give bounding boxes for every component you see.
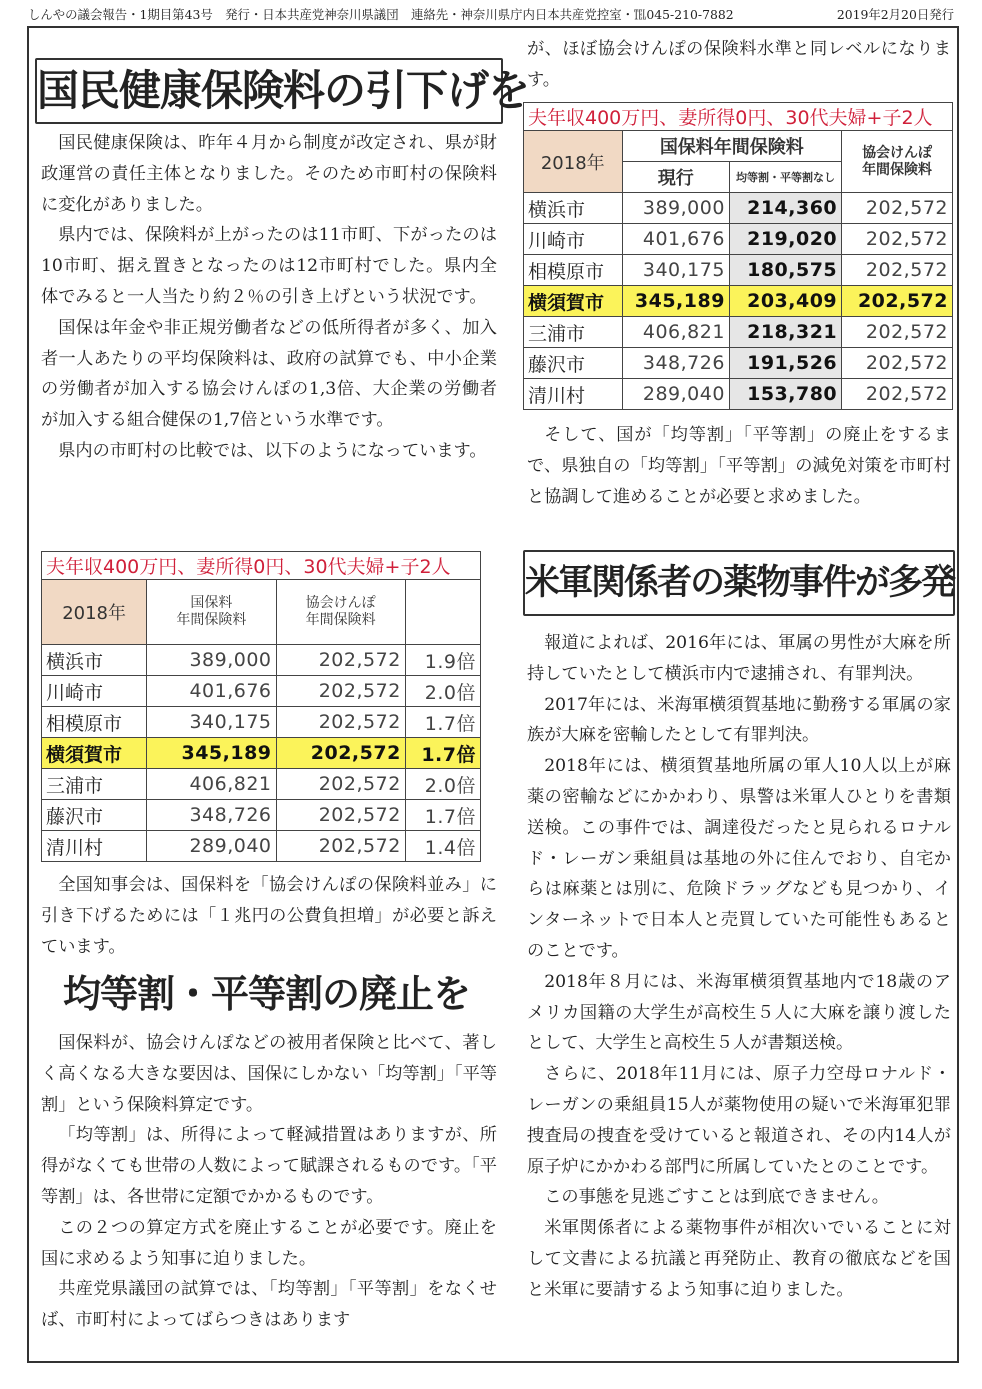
cell-kyokai: 202,572 — [276, 800, 405, 831]
cell-none: 214,360 — [729, 193, 841, 224]
cell-city: 藤沢市 — [42, 800, 147, 831]
paragraph: この２つの算定方式を廃止することが必要です。廃止を国に求めるよう知事に迫りました。 — [41, 1217, 497, 1269]
headline-drug-incidents — [523, 550, 955, 616]
abolish-text — [41, 1028, 497, 1336]
cell-kyokai: 202,572 — [842, 255, 953, 286]
table-year: 2018年 — [524, 131, 623, 193]
cell-kokuho: 345,189 — [147, 738, 276, 769]
paragraph: 全国知事会は、国保料を「協会けんぽの保険料並み」に引き下げるためには「１兆円の公費負担増」が必要と訴えています。 — [41, 875, 497, 957]
cell-kyokai: 202,572 — [276, 676, 405, 707]
table-row — [42, 676, 481, 707]
cell-ratio: 1.9倍 — [405, 645, 480, 676]
cell-city: 横浜市 — [524, 193, 623, 224]
cell-city: 川崎市 — [42, 676, 147, 707]
cell-kyokai: 202,572 — [276, 831, 405, 862]
table-row — [524, 224, 953, 255]
col-header-line: 協会けんぽ — [305, 595, 376, 611]
newsletter-frame — [27, 26, 959, 1363]
cell-ratio: 1.4倍 — [405, 831, 480, 862]
table-row-highlight — [42, 738, 481, 769]
cell-kokuho: 401,676 — [147, 676, 276, 707]
cell-city: 清川村 — [524, 379, 623, 410]
cell-current: 289,040 — [622, 379, 729, 410]
left-column — [33, 28, 530, 1361]
col-header-kokuho — [147, 580, 276, 645]
cell-city: 藤沢市 — [524, 348, 623, 379]
cell-city: 三浦市 — [524, 317, 623, 348]
cell-ratio: 2.0倍 — [405, 769, 480, 800]
intro-text — [41, 128, 497, 467]
col-header-ratio — [405, 580, 480, 645]
paragraph: 報道によれば、2016年には、軍属の男性が大麻を所持していたとして横浜市内で逮捕され、有罪判決。 — [527, 633, 951, 684]
table-row — [524, 317, 953, 348]
paragraph: この事態を見逃ごすことは到底できません。 — [544, 1187, 889, 1208]
cell-kyokai: 202,572 — [276, 645, 405, 676]
headline-abolish — [63, 968, 470, 1020]
headline-drug-incidents-text: 米軍関係者の薬物事件が多発 — [525, 563, 955, 603]
cell-city: 横浜市 — [42, 645, 147, 676]
table-condition: 夫年収400万円、妻所得0円、30代夫婦+子2人 — [42, 552, 481, 580]
headline-premium-reduction-text: 国民健康保険料の引下げを — [37, 66, 530, 115]
col-header-line: 年間保険料 — [305, 612, 376, 628]
col-header-kyokai — [842, 131, 953, 193]
cell-none: 219,020 — [729, 224, 841, 255]
table-year: 2018年 — [42, 580, 147, 645]
cell-kyokai: 202,572 — [842, 348, 953, 379]
cell-kokuho: 389,000 — [147, 645, 276, 676]
col-header-line: 年間保険料 — [176, 612, 247, 628]
cell-kyokai: 202,572 — [842, 224, 953, 255]
col-header-kyokai — [276, 580, 405, 645]
paragraph: 国保料が、協会けんぽなどの被用者保険と比べて、著しく高くなる大きな要因は、国保にしかない「均等割」「平等割」という保険料算定です。 — [41, 1033, 497, 1115]
paragraph: 国保は年金や非正規労働者などの低所得者が多く、加入者一人あたりの平均保険料は、政府の試算でも、中小企業の労働者が加入する協会けんぽの1,3倍、大企業の労働者が加入する組合健保の1,7倍という水準です。 — [41, 317, 497, 431]
paragraph: 「均等割」は、所得によって軽減措置はありますが、所得がなくても世帯の人数によって賦課されるものです。「平等割」は、各世帯に定額でかかるものです。 — [41, 1125, 497, 1207]
cell-kyokai: 202,572 — [276, 769, 405, 800]
right-column — [517, 28, 955, 1361]
cell-current: 348,726 — [622, 348, 729, 379]
cell-city: 清川村 — [42, 831, 147, 862]
cell-current: 340,175 — [622, 255, 729, 286]
cell-none: 218,321 — [729, 317, 841, 348]
paragraph: 米軍関係者による薬物事件が相次いでいることに対して文書による抗議と再発防止、教育の徹底などを国と米軍に要請するよう知事に迫りました。 — [527, 1218, 951, 1300]
cell-kokuho: 406,821 — [147, 769, 276, 800]
cell-ratio: 1.7倍 — [405, 707, 480, 738]
cell-kokuho: 340,175 — [147, 707, 276, 738]
group-header: 国保料年間保険料 — [622, 131, 842, 162]
cell-none: 180,575 — [729, 255, 841, 286]
table-row — [524, 255, 953, 286]
headline-abolish-text: 均等割・平等割の廃止を — [63, 972, 471, 1016]
cell-none: 191,526 — [729, 348, 841, 379]
paragraph: さらに、2018年11月には、原子力空母ロナルド・レーガンの乗組員15人が薬物使用の疑いで米海軍犯罪捜査局の捜査を受けていると報道され、その内14人が原子炉にかかわる部門に所属していたとのことです。 — [527, 1064, 951, 1177]
table-row — [42, 769, 481, 800]
cell-ratio: 1.7倍 — [405, 738, 480, 769]
cell-kyokai: 202,572 — [842, 286, 953, 317]
paragraph: 国民健康保険は、昨年４月から制度が改定され、県が財政運営の責任主体となりました。そのため市町村の保険料に変化がありました。 — [41, 133, 497, 215]
continuation-text — [527, 34, 951, 96]
col-header-line: 協会けんぽ — [862, 144, 933, 161]
masthead — [28, 6, 954, 24]
cell-city: 横須賀市 — [524, 286, 623, 317]
table-row — [42, 800, 481, 831]
cell-none: 153,780 — [729, 379, 841, 410]
issue-date: 2019年2月20日発行 — [836, 7, 954, 22]
reduction-request-text — [527, 420, 951, 512]
cell-kyokai: 202,572 — [276, 707, 405, 738]
table-row — [524, 348, 953, 379]
table-row-highlight — [524, 286, 953, 317]
cell-city: 川崎市 — [524, 224, 623, 255]
cell-kyokai: 202,572 — [842, 379, 953, 410]
cell-current: 406,821 — [622, 317, 729, 348]
cell-ratio: 1.7倍 — [405, 800, 480, 831]
cell-city: 相模原市 — [524, 255, 623, 286]
paragraph: そして、国が「均等割」「平等割」の廃止をするまで、県独自の「均等割」「平等割」の減免対策を市町村と協調して進めることが必要と求めました。 — [527, 425, 951, 507]
sub-header-current: 現行 — [622, 162, 729, 193]
premium-comparison-table — [41, 551, 481, 862]
cell-kokuho: 289,040 — [147, 831, 276, 862]
cell-kyokai: 202,572 — [276, 738, 405, 769]
table-row — [42, 645, 481, 676]
cell-kyokai: 202,572 — [842, 193, 953, 224]
table-condition: 夫年収400万円、妻所得0円、30代夫婦+子2人 — [524, 103, 953, 131]
cell-current: 401,676 — [622, 224, 729, 255]
cell-current: 389,000 — [622, 193, 729, 224]
cell-city: 三浦市 — [42, 769, 147, 800]
abolition-simulation-table — [523, 102, 953, 410]
headline-premium-reduction — [35, 58, 530, 124]
cell-none: 203,409 — [729, 286, 841, 317]
table-row — [524, 193, 953, 224]
table-row — [524, 379, 953, 410]
paragraph: 県内では、保険料が上がったのは11市町、下がったのは10市町、据え置きとなったのは12市町村でした。県内全体でみると一人当たり約２％の引き上げという状況です。 — [41, 225, 497, 307]
masthead-text: しんやの議会報告・1期目第43号 発行・日本共産党神奈川県議団 連絡先・神奈川県庁内日本共産党控室・℡045-210-7882 — [28, 7, 734, 22]
governors-association-text — [41, 870, 497, 962]
paragraph: 2017年には、米海軍横須賀基地に勤務する軍属の家族が大麻を密輸したとして有罪判決。 — [527, 694, 951, 746]
table-row — [42, 831, 481, 862]
col-header-line: 年間保険料 — [862, 161, 933, 178]
paragraph: 2018年８月には、米海軍横須賀基地内で18歳のアメリカ国籍の大学生が高校生５人に大麻を譲り渡したとして、大学生と高校生５人が書類送検。 — [527, 971, 951, 1054]
cell-city: 横須賀市 — [42, 738, 147, 769]
table-row — [42, 707, 481, 738]
paragraph: 共産党県議団の試算では、「均等割」「平等割」をなくせば、市町村によってばらつきはあります — [41, 1279, 497, 1331]
cell-city: 相模原市 — [42, 707, 147, 738]
sub-header-none: 均等割・平等割なし — [729, 162, 841, 193]
cell-current: 345,189 — [622, 286, 729, 317]
paragraph: 県内の市町村の比較では、以下のようになっています。 — [58, 440, 487, 461]
col-header-line: 国保料 — [190, 595, 233, 611]
paragraph: 2018年には、横須賀基地所属の軍人10人以上が麻薬の密輸などにかかわり、県警は米軍人ひとりを書類送検。この事件では、調達役だったと見られるロナルド・レーガン乗組員は基地の外に住んでおり、自宅からは麻薬とは別に、危険ドラッグなども見つかり、インターネットで日本人と売買していた可能性もあるとのことです。 — [527, 756, 951, 961]
cell-kyokai: 202,572 — [842, 317, 953, 348]
cell-ratio: 2.0倍 — [405, 676, 480, 707]
drug-incidents-text — [527, 628, 951, 1306]
paragraph: が、ほぼ協会けんぽの保険料水準と同レベルになります。 — [527, 39, 951, 90]
cell-kokuho: 348,726 — [147, 800, 276, 831]
